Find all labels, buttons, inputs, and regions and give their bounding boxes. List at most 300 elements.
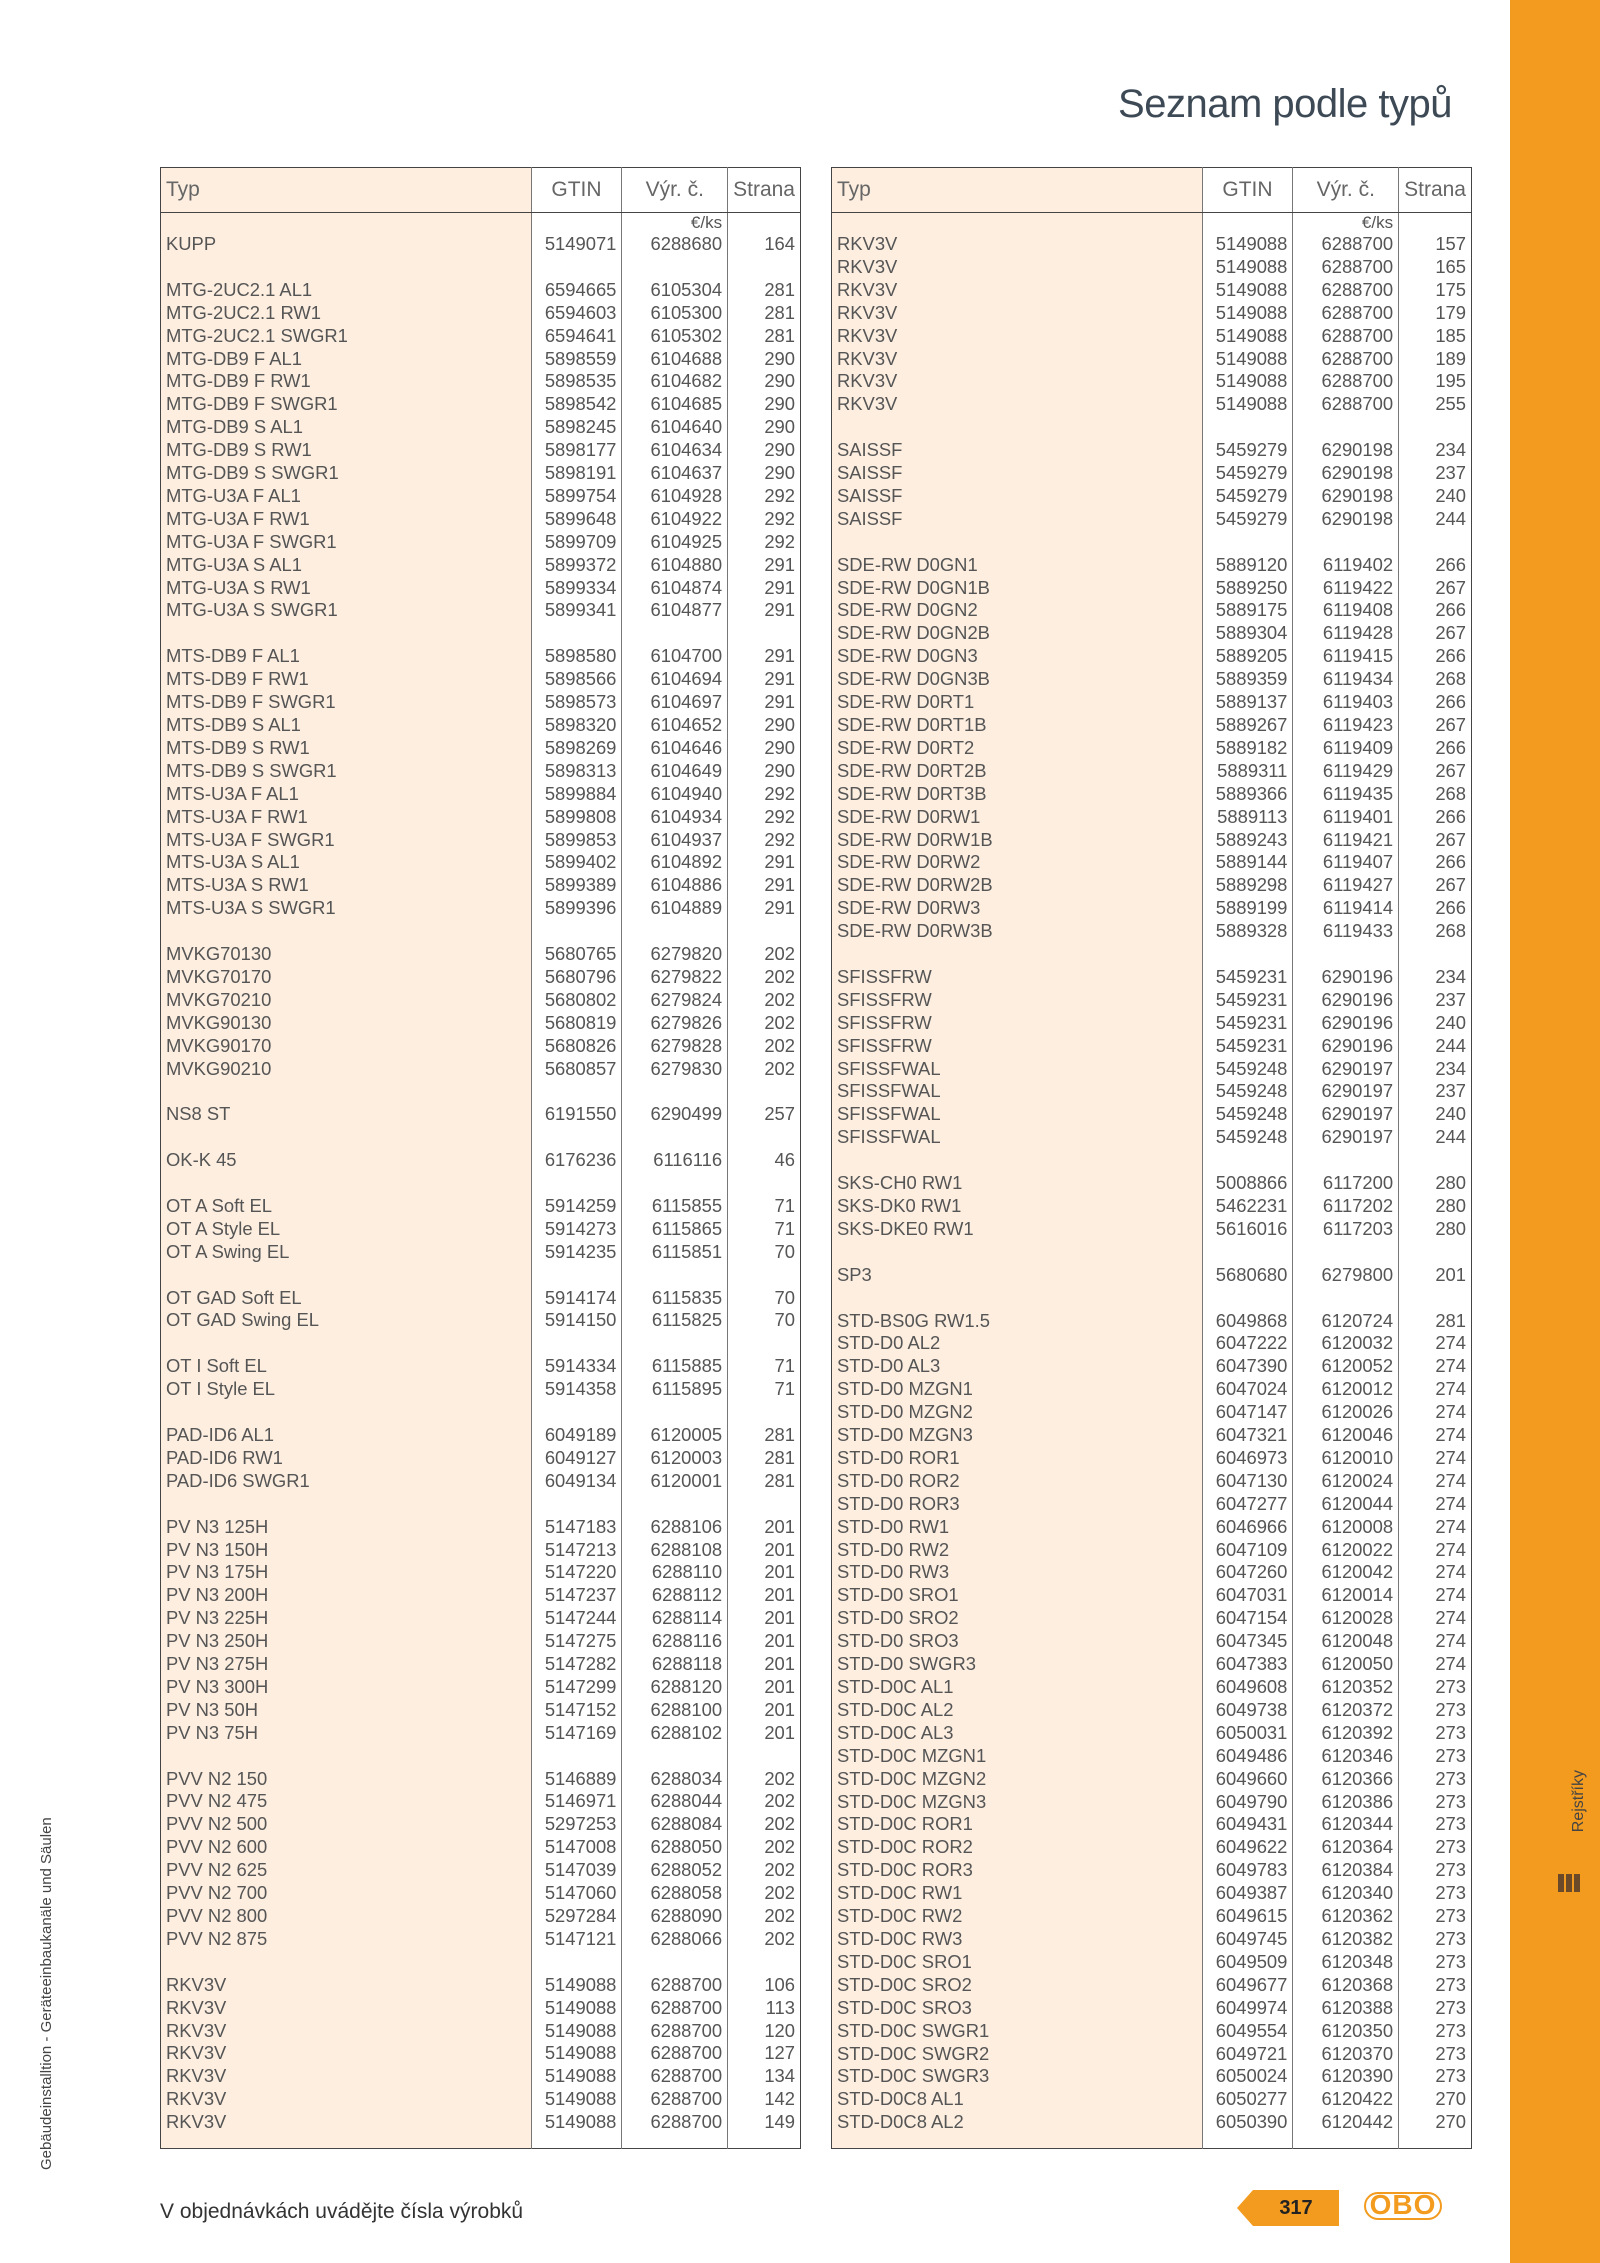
cell-page — [728, 1745, 801, 1768]
cell-type: MTS-DB9 S SWGR1 — [161, 760, 532, 783]
table-row — [832, 599, 1472, 622]
cell-page: 267 — [1399, 829, 1472, 852]
cell-page: 202 — [728, 1928, 801, 1951]
cell-gtin: 5008866 — [1202, 1172, 1293, 1195]
cell-type: SFISSFRW — [832, 989, 1203, 1012]
table-row — [832, 1676, 1472, 1699]
cell-gtin: 5147039 — [531, 1859, 622, 1882]
cell-order-no: 6104925 — [622, 531, 728, 554]
spacer-row — [161, 1745, 801, 1768]
table-row — [832, 1951, 1472, 1974]
cell-order-no: 6288110 — [622, 1561, 728, 1584]
cell-order-no: 6290197 — [1293, 1058, 1399, 1081]
table-row — [832, 370, 1472, 393]
cell-gtin: 5899709 — [531, 531, 622, 554]
cell-gtin — [531, 1080, 622, 1103]
cell-order-no: 6104697 — [622, 691, 728, 714]
cell-gtin: 6050277 — [1202, 2088, 1293, 2111]
cell-gtin: 5914174 — [531, 1287, 622, 1310]
cell-type: PVV N2 475 — [161, 1790, 532, 1813]
cell-gtin: 5459279 — [1202, 485, 1293, 508]
cell-order-no: 6288700 — [1293, 256, 1399, 279]
cell-page: 120 — [728, 2020, 801, 2043]
cell-type: MTS-U3A F AL1 — [161, 783, 532, 806]
cell-gtin: 6047222 — [1202, 1332, 1293, 1355]
cell-page: 201 — [728, 1722, 801, 1745]
table-row — [832, 2088, 1472, 2111]
cell-type: RKV3V — [832, 279, 1203, 302]
cell-type: STD-D0C SRO3 — [832, 1997, 1203, 2020]
cell-gtin: 5459248 — [1202, 1103, 1293, 1126]
cell-order-no: 6288118 — [622, 1653, 728, 1676]
cell-gtin: 5459231 — [1202, 989, 1293, 1012]
cell-order-no: 6288700 — [622, 2020, 728, 2043]
cell-page: 273 — [1399, 2020, 1472, 2043]
cell-page: 292 — [728, 508, 801, 531]
cell-order-no: 6120362 — [1293, 1905, 1399, 1928]
cell-type — [161, 622, 532, 645]
table-row — [161, 554, 801, 577]
cell-gtin: 5147237 — [531, 1584, 622, 1607]
cell-order-no: 6120014 — [1293, 1584, 1399, 1607]
cell-page: 291 — [728, 599, 801, 622]
cell-order-no: 6288700 — [1293, 393, 1399, 416]
cell-type — [161, 1401, 532, 1424]
cell-order-no: 6120388 — [1293, 1997, 1399, 2020]
cell-order-no: 6288120 — [622, 1676, 728, 1699]
cell-type — [832, 943, 1203, 966]
cell-order-no: 6119434 — [1293, 668, 1399, 691]
cell-type: NS8 ST — [161, 1103, 532, 1126]
cell-order-no: 6290198 — [1293, 462, 1399, 485]
cell-order-no: 6279830 — [622, 1058, 728, 1081]
table-row — [161, 829, 801, 852]
cell-type: MTG-DB9 S AL1 — [161, 416, 532, 439]
cell-type: STD-D0C RW3 — [832, 1928, 1203, 1951]
table-row — [832, 462, 1472, 485]
side-caption: Gebäudeinstalltion - Geräteeinbaukanäle und Säulen — [38, 1817, 55, 2170]
cell-type — [832, 1149, 1203, 1172]
cell-type: MTS-U3A S RW1 — [161, 874, 532, 897]
cell-page: 202 — [728, 1859, 801, 1882]
cell-page — [728, 920, 801, 943]
table-row — [832, 1126, 1472, 1149]
cell-order-no: 6120048 — [1293, 1630, 1399, 1653]
table-row — [161, 1241, 801, 1264]
cell-type: OK-K 45 — [161, 1149, 532, 1172]
table-row — [161, 668, 801, 691]
cell-gtin: 5898566 — [531, 668, 622, 691]
cell-type: PV N3 275H — [161, 1653, 532, 1676]
cell-page: 292 — [728, 485, 801, 508]
cell-order-no: 6104634 — [622, 439, 728, 462]
cell-type: RKV3V — [161, 1974, 532, 1997]
cell-page: 281 — [728, 1470, 801, 1493]
cell-page: 201 — [728, 1607, 801, 1630]
cell-page: 113 — [728, 1997, 801, 2020]
cell-type: STD-D0C SWGR1 — [832, 2020, 1203, 2043]
cell-type: MVKG70170 — [161, 966, 532, 989]
cell-type: PV N3 250H — [161, 1630, 532, 1653]
cell-page: 244 — [1399, 1126, 1472, 1149]
cell-page: 291 — [728, 897, 801, 920]
cell-gtin: 5889250 — [1202, 577, 1293, 600]
cell-type: MTG-2UC2.1 SWGR1 — [161, 325, 532, 348]
cell-gtin: 6049677 — [1202, 1974, 1293, 1997]
cell-order-no: 6279800 — [1293, 1264, 1399, 1287]
cell-page: 273 — [1399, 1768, 1472, 1791]
cell-gtin: 5898573 — [531, 691, 622, 714]
table-row — [161, 760, 801, 783]
table-row — [161, 439, 801, 462]
cell-order-no: 6290196 — [1293, 966, 1399, 989]
cell-page: 280 — [1399, 1172, 1472, 1195]
cell-page: 274 — [1399, 1447, 1472, 1470]
cell-page: 290 — [728, 416, 801, 439]
table-row — [161, 851, 801, 874]
table-row — [832, 1195, 1472, 1218]
cell-gtin: 6047109 — [1202, 1539, 1293, 1562]
cell-type: MTS-U3A S SWGR1 — [161, 897, 532, 920]
cell-order-no: 6120364 — [1293, 1836, 1399, 1859]
cell-type: MTG-DB9 F SWGR1 — [161, 393, 532, 416]
cell-page: 290 — [728, 737, 801, 760]
cell-page: 175 — [1399, 279, 1472, 302]
cell-gtin: 5898177 — [531, 439, 622, 462]
cell-page: 268 — [1399, 668, 1472, 691]
cell-order-no: 6119403 — [1293, 691, 1399, 714]
cell-page — [728, 1172, 801, 1195]
table-row — [161, 1287, 801, 1310]
cell-type: PV N3 150H — [161, 1539, 532, 1562]
cell-order-no — [622, 1401, 728, 1424]
cell-order-no: 6115895 — [622, 1378, 728, 1401]
cell-page: 270 — [1399, 2088, 1472, 2111]
cell-page: 255 — [1399, 393, 1472, 416]
cell-page — [1399, 1149, 1472, 1172]
cell-gtin — [1202, 416, 1293, 439]
cell-type: STD-D0C ROR3 — [832, 1859, 1203, 1882]
table-row — [161, 1516, 801, 1539]
cell-order-no: 6115865 — [622, 1218, 728, 1241]
cell-order-no: 6120348 — [1293, 1951, 1399, 1974]
cell-order-no: 6104877 — [622, 599, 728, 622]
cell-gtin: 5680826 — [531, 1035, 622, 1058]
table-row — [832, 1310, 1472, 1333]
cell-gtin: 6046966 — [1202, 1516, 1293, 1539]
table-row — [832, 256, 1472, 279]
cell-gtin: 6050390 — [1202, 2111, 1293, 2148]
table-row — [161, 2020, 801, 2043]
cell-type: PAD-ID6 RW1 — [161, 1447, 532, 1470]
table-row — [832, 897, 1472, 920]
cell-order-no: 6120386 — [1293, 1791, 1399, 1814]
table-row — [161, 279, 801, 302]
cell-type: RKV3V — [161, 2111, 532, 2148]
cell-gtin: 5898320 — [531, 714, 622, 737]
table-row — [161, 1447, 801, 1470]
cell-type: PVV N2 600 — [161, 1836, 532, 1859]
spacer-row — [161, 1951, 801, 1974]
cell-gtin: 6049431 — [1202, 1813, 1293, 1836]
cell-type: MTG-U3A S RW1 — [161, 577, 532, 600]
cell-order-no: 6120010 — [1293, 1447, 1399, 1470]
cell-order-no: 6288700 — [622, 1997, 728, 2020]
table-row — [832, 1172, 1472, 1195]
cell-gtin: 5149088 — [531, 2020, 622, 2043]
cell-page — [1399, 531, 1472, 554]
table-row — [832, 1493, 1472, 1516]
cell-type: STD-D0 MZGN1 — [832, 1378, 1203, 1401]
cell-page: 274 — [1399, 1584, 1472, 1607]
cell-page: 142 — [728, 2088, 801, 2111]
cell-type: RKV3V — [832, 325, 1203, 348]
cell-order-no: 6119414 — [1293, 897, 1399, 920]
table-row — [161, 691, 801, 714]
cell-gtin — [531, 1951, 622, 1974]
cell-gtin: 6047277 — [1202, 1493, 1293, 1516]
table-row — [161, 1470, 801, 1493]
cell-page: 290 — [728, 439, 801, 462]
cell-type: PVV N2 150 — [161, 1768, 532, 1791]
unit-label: €/ks — [1293, 213, 1399, 234]
cell-type: SDE-RW D0RW3 — [832, 897, 1203, 920]
cell-page: 274 — [1399, 1401, 1472, 1424]
table-row — [161, 1309, 801, 1332]
table-row — [161, 1790, 801, 1813]
cell-order-no: 6120368 — [1293, 1974, 1399, 1997]
cell-page: 134 — [728, 2065, 801, 2088]
cell-order-no — [622, 1951, 728, 1974]
cell-page: 273 — [1399, 1974, 1472, 1997]
cell-gtin: 5889182 — [1202, 737, 1293, 760]
cell-gtin: 6049660 — [1202, 1768, 1293, 1791]
column-header-gtin: GTIN — [531, 168, 622, 213]
cell-order-no: 6104892 — [622, 851, 728, 874]
cell-page: 266 — [1399, 851, 1472, 874]
table-row — [161, 1722, 801, 1745]
cell-page: 273 — [1399, 1813, 1472, 1836]
table-row — [832, 1768, 1472, 1791]
cell-gtin: 5899389 — [531, 874, 622, 897]
cell-type: MTG-U3A S AL1 — [161, 554, 532, 577]
cell-type: MTG-DB9 S SWGR1 — [161, 462, 532, 485]
cell-type — [161, 1080, 532, 1103]
cell-page: 273 — [1399, 1791, 1472, 1814]
cell-gtin: 5898191 — [531, 462, 622, 485]
cell-type: SKS-DKE0 RW1 — [832, 1218, 1203, 1241]
cell-type: RKV3V — [832, 233, 1203, 256]
cell-gtin: 5899372 — [531, 554, 622, 577]
table-row — [832, 1264, 1472, 1287]
cell-page: 266 — [1399, 645, 1472, 668]
cell-page: 237 — [1399, 989, 1472, 1012]
cell-order-no: 6104649 — [622, 760, 728, 783]
cell-type: SDE-RW D0RT3B — [832, 783, 1203, 806]
cell-gtin: 5914235 — [531, 1241, 622, 1264]
cell-gtin: 6047147 — [1202, 1401, 1293, 1424]
cell-order-no: 6290197 — [1293, 1103, 1399, 1126]
cell-order-no: 6290196 — [1293, 989, 1399, 1012]
table-row — [161, 1882, 801, 1905]
cell-page — [728, 1951, 801, 1974]
cell-page: 273 — [1399, 2043, 1472, 2066]
cell-order-no: 6120001 — [622, 1470, 728, 1493]
cell-order-no — [1293, 943, 1399, 966]
cell-order-no: 6120366 — [1293, 1768, 1399, 1791]
cell-order-no: 6116116 — [622, 1149, 728, 1172]
cell-gtin: 5459248 — [1202, 1080, 1293, 1103]
cell-gtin: 5889311 — [1202, 760, 1293, 783]
cell-order-no: 6105300 — [622, 302, 728, 325]
cell-page — [728, 1493, 801, 1516]
cell-order-no: 6120050 — [1293, 1653, 1399, 1676]
cell-type: SP3 — [832, 1264, 1203, 1287]
table-row — [161, 2065, 801, 2088]
cell-page — [1399, 1287, 1472, 1310]
table-row — [161, 462, 801, 485]
cell-order-no: 6279828 — [622, 1035, 728, 1058]
cell-order-no: 6288700 — [1293, 302, 1399, 325]
cell-order-no: 6279824 — [622, 989, 728, 1012]
cell-order-no: 6119402 — [1293, 554, 1399, 577]
page-number: 317 — [1253, 2190, 1339, 2226]
cell-page: 274 — [1399, 1470, 1472, 1493]
table-row — [832, 1012, 1472, 1035]
cell-order-no: 6288034 — [622, 1768, 728, 1791]
table-row — [832, 279, 1472, 302]
cell-page: 46 — [728, 1149, 801, 1172]
cell-gtin: 6047383 — [1202, 1653, 1293, 1676]
cell-gtin: 5459279 — [1202, 508, 1293, 531]
cell-page: 157 — [1399, 233, 1472, 256]
cell-gtin — [1202, 943, 1293, 966]
table-row — [161, 2111, 801, 2148]
cell-type: MVKG70130 — [161, 943, 532, 966]
table-row — [832, 1928, 1472, 1951]
table-row — [161, 2042, 801, 2065]
table-row — [832, 485, 1472, 508]
cell-gtin: 5459231 — [1202, 966, 1293, 989]
cell-type: STD-D0 SWGR3 — [832, 1653, 1203, 1676]
cell-gtin: 5914358 — [531, 1378, 622, 1401]
orange-sidebar — [1510, 0, 1600, 2263]
cell-order-no: 6288108 — [622, 1539, 728, 1562]
cell-gtin: 6047031 — [1202, 1584, 1293, 1607]
cell-gtin — [531, 1401, 622, 1424]
cell-type: PV N3 75H — [161, 1722, 532, 1745]
table-row — [832, 1561, 1472, 1584]
table-row — [161, 2088, 801, 2111]
cell-gtin: 5889366 — [1202, 783, 1293, 806]
table-row — [161, 348, 801, 371]
cell-gtin — [1202, 531, 1293, 554]
cell-type: PV N3 50H — [161, 1699, 532, 1722]
cell-order-no: 6119435 — [1293, 783, 1399, 806]
cell-order-no: 6119429 — [1293, 760, 1399, 783]
cell-page: 281 — [728, 279, 801, 302]
cell-order-no: 6120442 — [1293, 2111, 1399, 2148]
column-header-gtin: GTIN — [1202, 168, 1293, 213]
spacer-row — [832, 1287, 1472, 1310]
cell-page: 280 — [1399, 1218, 1472, 1241]
cell-type: STD-D0 ROR2 — [832, 1470, 1203, 1493]
cell-gtin: 5616016 — [1202, 1218, 1293, 1241]
cell-order-no — [1293, 531, 1399, 554]
table-row — [832, 1813, 1472, 1836]
cell-type: PVV N2 875 — [161, 1928, 532, 1951]
cell-order-no: 6290499 — [622, 1103, 728, 1126]
cell-type: STD-D0 ROR1 — [832, 1447, 1203, 1470]
table-row — [161, 1103, 801, 1126]
cell-page: 266 — [1399, 691, 1472, 714]
cell-order-no: 6288700 — [1293, 233, 1399, 256]
cell-page — [728, 1332, 801, 1355]
cell-page: 70 — [728, 1309, 801, 1332]
cell-gtin: 6050031 — [1202, 1722, 1293, 1745]
table-row — [161, 714, 801, 737]
table-row — [161, 783, 801, 806]
cell-order-no: 6288044 — [622, 1790, 728, 1813]
cell-page: 292 — [728, 806, 801, 829]
cell-page: 274 — [1399, 1539, 1472, 1562]
cell-gtin: 5889137 — [1202, 691, 1293, 714]
cell-page: 201 — [728, 1539, 801, 1562]
table-row — [832, 1653, 1472, 1676]
cell-order-no: 6104889 — [622, 897, 728, 920]
cell-order-no: 6119421 — [1293, 829, 1399, 852]
table-row — [832, 1630, 1472, 1653]
table-header-row — [161, 168, 801, 213]
cell-gtin: 5889328 — [1202, 920, 1293, 943]
table-row — [832, 1332, 1472, 1355]
table-row — [161, 1378, 801, 1401]
cell-page: 274 — [1399, 1630, 1472, 1653]
cell-order-no: 6120390 — [1293, 2065, 1399, 2088]
cell-order-no: 6119408 — [1293, 599, 1399, 622]
cell-order-no: 6120008 — [1293, 1516, 1399, 1539]
cell-type: SDE-RW D0GN3 — [832, 645, 1203, 668]
cell-order-no: 6120044 — [1293, 1493, 1399, 1516]
cell-page: 274 — [1399, 1355, 1472, 1378]
cell-page: 292 — [728, 783, 801, 806]
cell-gtin: 6049387 — [1202, 1882, 1293, 1905]
cell-type: OT I Style EL — [161, 1378, 532, 1401]
cell-gtin: 6049783 — [1202, 1859, 1293, 1882]
cell-order-no: 6290196 — [1293, 1035, 1399, 1058]
table-row — [832, 1859, 1472, 1882]
cell-type: STD-D0 AL3 — [832, 1355, 1203, 1378]
cell-gtin: 6047321 — [1202, 1424, 1293, 1447]
cell-order-no: 6119433 — [1293, 920, 1399, 943]
cell-page: 71 — [728, 1378, 801, 1401]
cell-gtin: 5898269 — [531, 737, 622, 760]
cell-gtin: 6047390 — [1202, 1355, 1293, 1378]
cell-order-no: 6104637 — [622, 462, 728, 485]
cell-gtin — [1202, 1241, 1293, 1264]
table-row — [161, 1699, 801, 1722]
cell-order-no: 6290197 — [1293, 1080, 1399, 1103]
cell-type: RKV3V — [832, 393, 1203, 416]
table-row — [161, 577, 801, 600]
table-row — [161, 393, 801, 416]
cell-page: 266 — [1399, 806, 1472, 829]
cell-gtin: 6047024 — [1202, 1378, 1293, 1401]
table-row — [161, 1676, 801, 1699]
cell-page: 274 — [1399, 1424, 1472, 1447]
column-header-order-no: Výr. č. — [622, 168, 728, 213]
table-row — [161, 416, 801, 439]
